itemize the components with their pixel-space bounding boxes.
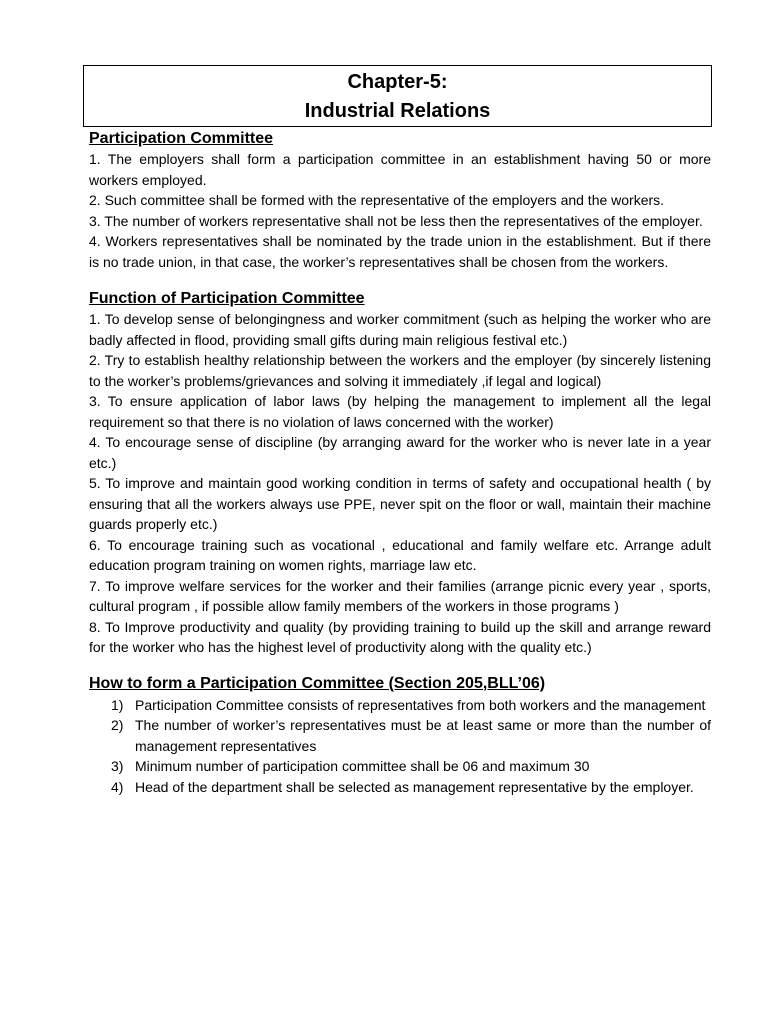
list-item <box>89 695 711 716</box>
section-participation-committee <box>89 129 711 272</box>
list-number: 2) <box>111 717 124 733</box>
list-number: 1) <box>111 696 124 713</box>
paragraph: 8. To Improve productivity and quality (by providing training to build up the skill and arrange reward for the worker who has the highest level of productivity along with the quality etc.) <box>89 618 711 655</box>
section-heading: Participation Committee <box>89 130 274 147</box>
list-item-text: Head of the department shall be selected as management representative by the employer. <box>135 778 694 795</box>
chapter-title-box <box>83 65 712 127</box>
list-item <box>89 777 711 798</box>
paragraph: 5. To improve and maintain good working condition in terms of safety and occupational health ( by ensuring that all the workers always use PPE, never spit on the floor or wall, maintain their machine guards properly etc.) <box>89 475 711 532</box>
paragraph: 2. Try to establish healthy relationship between the workers and the employer (by sincerely listening to the worker’s problems/grievances and solving it immediately ,if legal and logical) <box>89 352 711 389</box>
paragraph: 6. To encourage training such as vocational , educational and family welfare etc. Arrange adult education program training on women rights, marriage law etc. <box>89 536 711 573</box>
paragraph: 3. To ensure application of labor laws (by helping the management to implement all the legal requirement so that there is no violation of laws concerned with the worker) <box>89 393 711 430</box>
list-item <box>89 756 711 777</box>
paragraph: 1. To develop sense of belongingness and worker commitment (such as helping the worker who are badly affected in flood, providing small gifts during main religious festival etc.) <box>89 311 711 348</box>
section-how-to-form <box>89 674 711 798</box>
paragraph: 4. To encourage sense of discipline (by arranging award for the worker who is never late in a year etc.) <box>89 434 711 471</box>
list-number: 3) <box>111 758 124 774</box>
chapter-title: Industrial Relations <box>304 100 491 122</box>
paragraph: 4. Workers representatives shall be nominated by the trade union in the establishment. But if there is no trade union, in that case, the worker’s representatives shall be chosen from the workers. <box>89 233 711 270</box>
list-item-text: Participation Committee consists of representatives from both workers and the management <box>135 696 706 713</box>
list-item-text: Minimum number of participation committee shall be 06 and maximum 30 <box>135 758 590 774</box>
paragraph: 1. The employers shall form a participation committee in an establishment having 50 or more workers employed. <box>89 151 711 188</box>
numbered-list <box>89 695 711 798</box>
list-item <box>89 715 711 756</box>
paragraph: 7. To improve welfare services for the worker and their families (arrange picnic every year , sports, cultural program , if possible allow family members of the workers in those programs ) <box>89 577 711 614</box>
list-item-text: The number of worker’s representatives must be at least same or more than the number of management representatives <box>135 717 711 754</box>
chapter-number: Chapter-5: <box>347 71 448 93</box>
section-heading: Function of Participation Committee <box>89 290 365 307</box>
paragraph: 3. The number of workers representative shall not be less then the representatives of the employer. <box>89 212 703 229</box>
section-functions <box>89 289 711 658</box>
list-number: 4) <box>111 778 124 795</box>
paragraph: 2. Such committee shall be formed with the representative of the employers and the workers. <box>89 192 665 208</box>
section-heading: How to form a Participation Committee (Section 205,BLL’06) <box>89 674 546 692</box>
